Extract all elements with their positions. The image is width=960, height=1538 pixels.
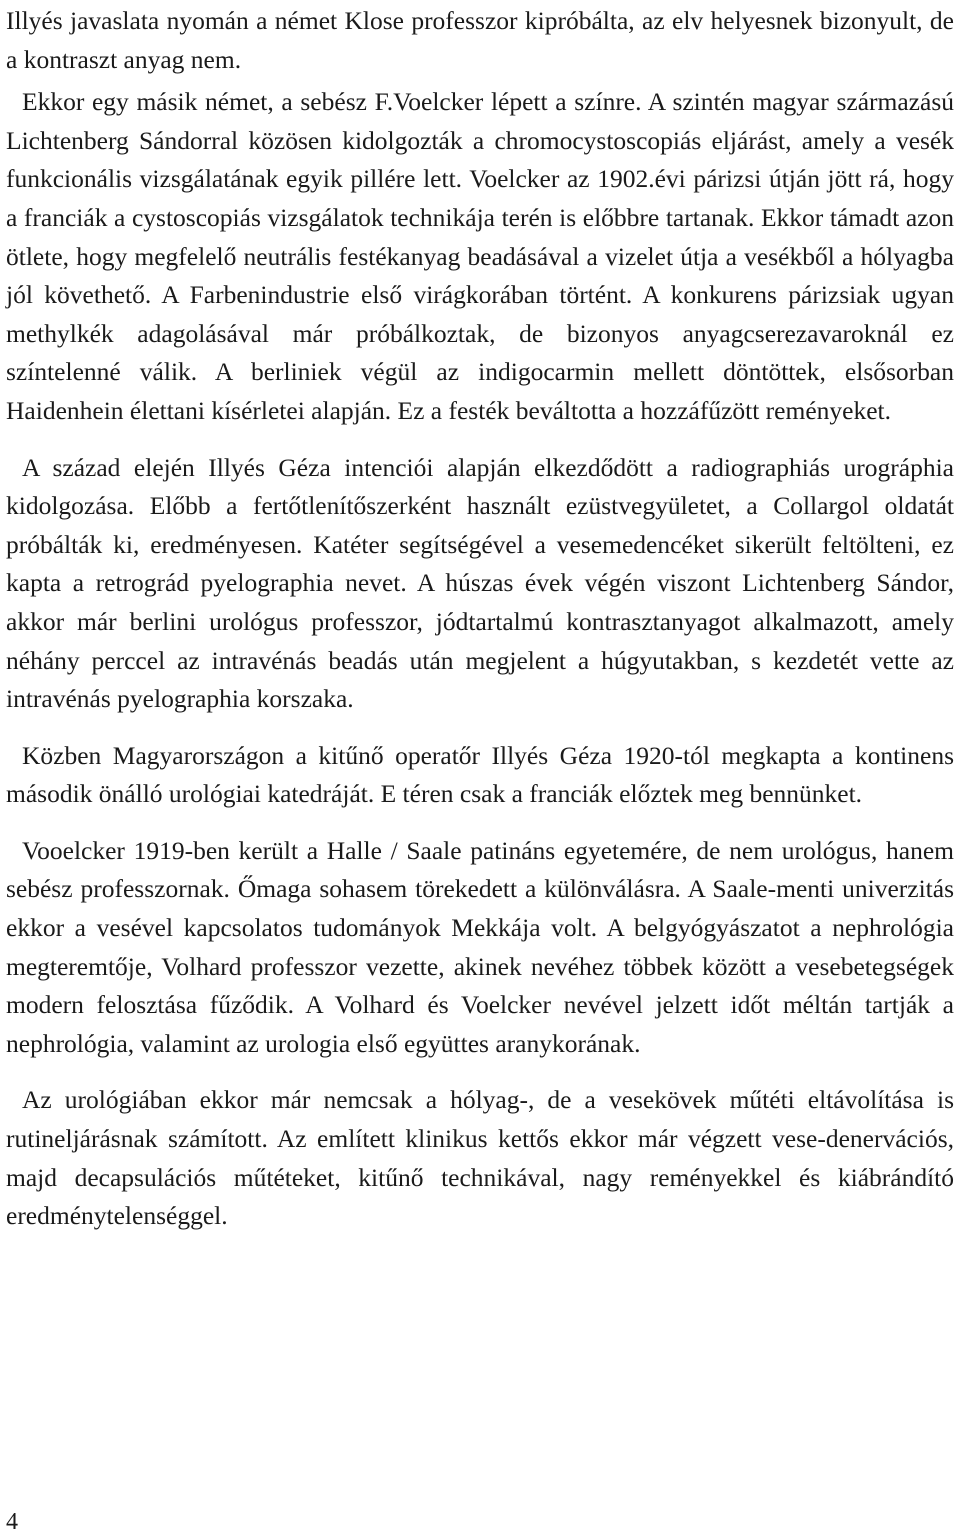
- paragraph-3: A század elején Illyés Géza intenciói alapján elkezdődött a radiographiás urográphia kidolgozása. Előbb a fertőtlenítőszerként használt ezüstvegyületet, a Collargol oldatát próbálták ki, eredményesen. Katéter segítségével a vesemedencéket sikerült feltölteni, ez kapta a retrográd pyelographia nevet. A húszas évek végén viszont Lichtenberg Sándor, akkor már berlini urológus professzor, jódtartalmú kontrasztanyagot alkalmazott, amely néhány perccel az intravénás beadás után megjelent a húgyutakban, s kezdetét vette az intravénás pyelographia korszaka.: [6, 452, 954, 714]
- paragraph-1: Illyés javaslata nyomán a német Klose professzor kipróbálta, az elv helyesnek bizonyult, de a kontraszt anyag nem.: [6, 6, 954, 74]
- paragraph-6: Az urológiában ekkor már nemcsak a hólyag-, de a vesekövek műtéti eltávolítása is rutineljárásnak számított. Az említett klinikus kettős ekkor már végzett vese-denervációs, majd decapsulációs műtéteket, kitűnő technikával, nagy reményekkel és kiábrándító eredménytelenséggel.: [6, 1085, 954, 1231]
- paragraph-5: Vooelcker 1919-ben került a Halle / Saale patináns egyetemére, de nem urológus, hanem sebész professzornak. Őmaga sohasem törekedett a különválásra. A Saale-menti univerzitás ekkor a vesével kapcsolatos tudományok Mekkája volt. A belgyógyászatot a nephrológia megteremtője, Volhard professzor vezette, akinek nevéhez többek között a vesebetegségek modern felosztása fűződik. A Volhard és Voelcker nevével jelzett időt méltán tartják a nephrológia, valamint az urologia első együttes aranykorának.: [6, 835, 954, 1058]
- body-text: [6, 2, 954, 1254]
- paragraph-2: Ekkor egy másik német, a sebész F.Voelcker lépett a színre. A szintén magyar származású Lichtenberg Sándorral közösen kidolgozták a chromocystoscopiás eljárást, amely a vesék funkcionális vizsgálatának egyik pillére lett. Voelcker az 1902.évi párizsi útján jött rá, hogy a franciák a cystoscopiás vizsgálatok technikája terén is előbbre tartanak. Ekkor támadt azon ötlete, hogy megfelelő neutrális festékanyag beadásával a vizelet útja a vesékből a hólyagba jól követhető. A Farbenindustrie első virágkorában történt. A konkurens párizsiak ugyan methylkék adagolásával már próbálkoztak, de bizonyos anyagcserezavaroknál ez színtelenné válik. A berliniek végül az indigocarmin mellett döntöttek, elsősorban Haidenhein élettani kísérletei alapján. Ez a festék beváltotta a hozzáfűzött reményeket.: [6, 87, 954, 425]
- paragraph-4: Közben Magyarországon a kitűnő operatőr Illyés Géza 1920-tól megkapta a kontinens második önálló urológiai katedráját. E téren csak a franciák előztek meg bennünket.: [6, 740, 954, 809]
- page-number: 4: [6, 1509, 18, 1535]
